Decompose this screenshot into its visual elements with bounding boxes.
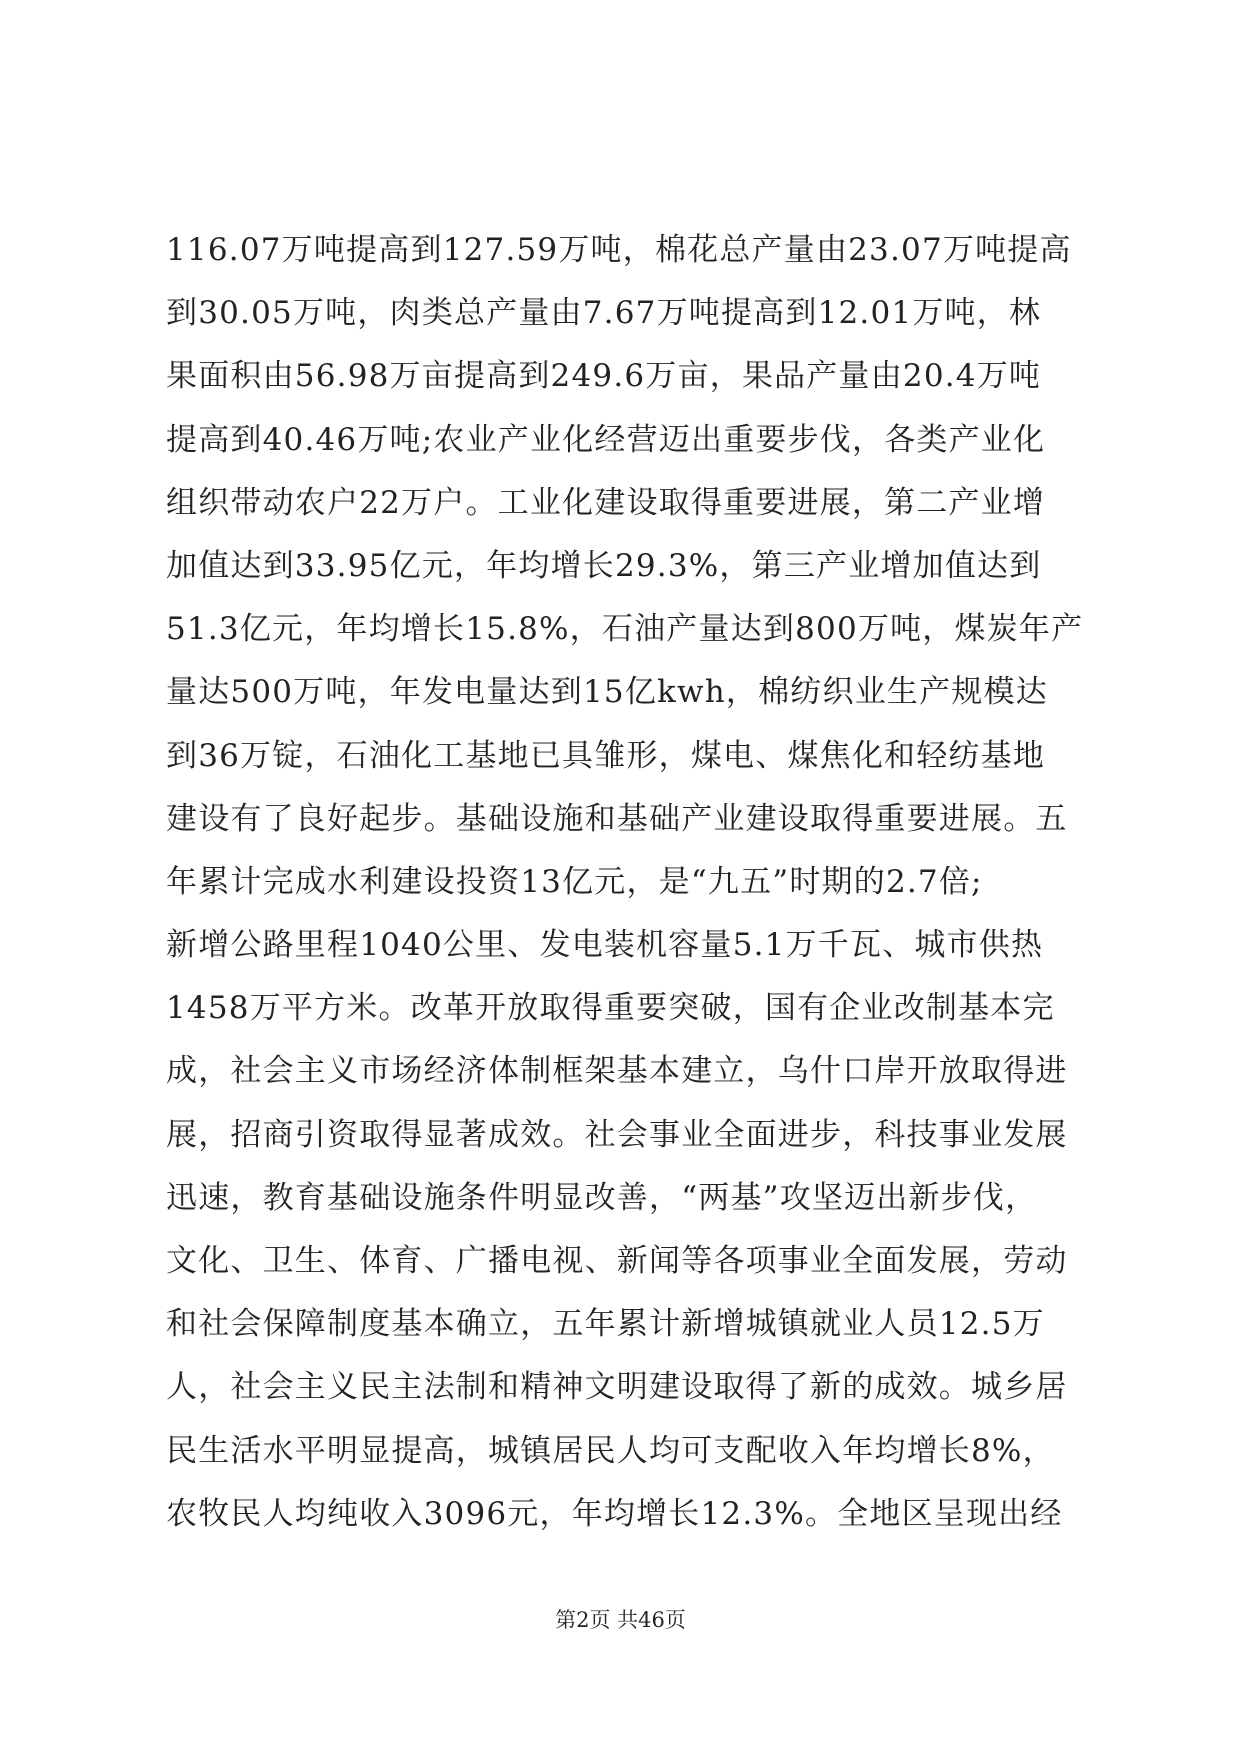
text-line: 文化、卫生、体育、广播电视、新闻等各项事业全面发展，劳动 [166, 1243, 1068, 1279]
body-text [166, 231, 1086, 1558]
page-footer [0, 1606, 1241, 1634]
text-line: 果面积由56.98万亩提高到249.6万亩，果品产量由20.4万吨 [166, 358, 1042, 395]
text-line: 组织带动农户22万户。工业化建设取得重要进展，第二产业增 [166, 484, 1046, 521]
text-line: 到36万锭，石油化工基地已具雏形，煤电、煤焦化和轻纺基地 [166, 737, 1046, 774]
text-line: 量达500万吨，年发电量达到15亿kwh，棉纺织业生产规模达 [166, 674, 1048, 711]
text-line: 展，招商引资取得显著成效。社会事业全面进步，科技事业发展 [166, 1116, 1068, 1153]
text-line: 1458万平方米。改革开放取得重要突破，国有企业改制基本完 [166, 990, 1055, 1027]
text-line: 和社会保障制度基本确立，五年累计新增城镇就业人员12.5万 [166, 1306, 1045, 1343]
text-line: 人，社会主义民主法制和精神文明建设取得了新的成效。城乡居 [166, 1369, 1068, 1406]
text-line: 提高到40.46万吨;农业产业化经营迈出重要步伐，各类产业化 [166, 421, 1046, 458]
text-line: 农牧民人均纯收入3096元，年均增长12.3%。全地区呈现出经 [166, 1495, 1063, 1532]
text-line: 新增公路里程1040公里、发电装机容量5.1万千瓦、城市供热 [166, 927, 1044, 964]
text-line: 成，社会主义市场经济体制框架基本建立，乌什口岸开放取得进 [166, 1053, 1068, 1090]
text-line: 116.07万吨提高到127.59万吨，棉花总产量由23.07万吨提高 [166, 232, 1072, 268]
text-line: 民生活水平明显提高，城镇居民人均可支配收入年均增长8%， [166, 1432, 1055, 1469]
text-line: 迅速，教育基础设施条件明显改善，“两基”攻坚迈出新步伐， [166, 1179, 1038, 1216]
text-line: 51.3亿元，年均增长15.8%，石油产量达到800万吨，煤炭年产 [166, 611, 1084, 648]
page-number: 第2页 共46页 [555, 1608, 686, 1632]
text-line: 年累计完成水利建设投资13亿元，是“九五”时期的2.7倍; [166, 863, 983, 900]
text-line: 建设有了良好起步。基础设施和基础产业建设取得重要进展。五 [166, 800, 1068, 837]
text-line: 到30.05万吨，肉类总产量由7.67万吨提高到12.01万吨，林 [166, 295, 1042, 332]
text-line: 加值达到33.95亿元，年均增长29.3%，第三产业增加值达到 [166, 547, 1042, 584]
